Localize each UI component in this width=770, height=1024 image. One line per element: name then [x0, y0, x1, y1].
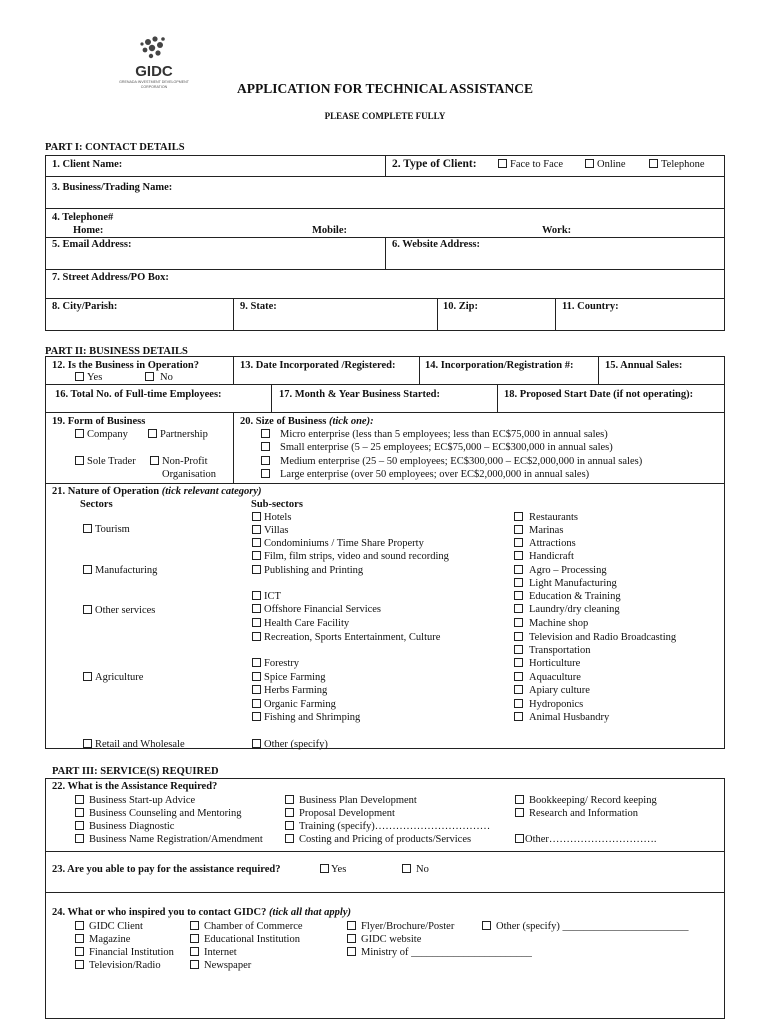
assistance-option[interactable]: Business Name Registration/Amendment — [75, 833, 263, 846]
assistance-option-other[interactable]: Other…………………………. — [515, 833, 657, 846]
checkbox[interactable] — [320, 864, 329, 873]
zip-label: 10. Zip: — [443, 301, 479, 312]
website-label: 6. Website Address: — [392, 239, 480, 250]
checkbox[interactable] — [285, 821, 294, 830]
subsector-item[interactable]: Television and Radio Broadcasting — [514, 631, 676, 644]
source-option[interactable]: Magazine — [75, 933, 130, 946]
checkbox[interactable] — [75, 834, 84, 843]
client-name-field[interactable] — [140, 157, 380, 173]
checkbox[interactable] — [252, 512, 261, 521]
assistance-option[interactable]: Costing and Pricing of products/Services — [285, 833, 471, 846]
subsector-item[interactable]: Offshore Financial Services — [252, 603, 381, 616]
checkbox[interactable] — [515, 834, 524, 843]
subsector-item[interactable]: Restaurants — [514, 511, 578, 524]
checkbox[interactable] — [75, 372, 84, 381]
q14-label: 14. Incorporation/Registration #: — [425, 360, 574, 371]
checkbox[interactable] — [252, 525, 261, 534]
part1-heading: PART I: CONTACT DETAILS — [45, 142, 185, 153]
q22-label: 22. What is the Assistance Required? — [52, 781, 218, 792]
checkbox[interactable] — [514, 685, 523, 694]
assistance-option[interactable]: Business Start-up Advice — [75, 794, 195, 807]
assistance-option[interactable]: Proposal Development — [285, 807, 395, 820]
checkbox[interactable] — [285, 808, 294, 817]
checkbox[interactable] — [75, 960, 84, 969]
q19-label: 19. Form of Business — [52, 416, 146, 427]
subsector-item[interactable]: Film, film strips, video and sound recording — [252, 550, 449, 563]
source-option[interactable]: GIDC Client — [75, 920, 143, 933]
size-micro[interactable]: Micro enterprise (less than 5 employees; less than EC$75,000 in annual sales) — [261, 428, 608, 441]
q23-no[interactable]: No — [402, 863, 429, 876]
form-non-profit[interactable]: Non-Profit — [150, 455, 208, 468]
checkbox[interactable] — [252, 658, 261, 667]
checkbox[interactable] — [252, 739, 261, 748]
assistance-option[interactable]: Business Plan Development — [285, 794, 417, 807]
checkbox[interactable] — [252, 565, 261, 574]
subsector-item[interactable]: Villas — [252, 524, 288, 537]
form-sole-trader[interactable]: Sole Trader — [75, 455, 136, 468]
source-option[interactable]: Flyer/Brochure/Poster — [347, 920, 454, 933]
checkbox[interactable] — [75, 795, 84, 804]
assistance-option[interactable]: Business Diagnostic — [75, 820, 174, 833]
subsector-item[interactable]: Organic Farming — [252, 698, 336, 711]
checkbox[interactable] — [83, 672, 92, 681]
checkbox[interactable] — [514, 578, 523, 587]
checkbox[interactable] — [498, 159, 507, 168]
q12-no[interactable]: No — [145, 371, 173, 384]
q17-label: 17. Month & Year Business Started: — [279, 389, 441, 400]
checkbox[interactable] — [514, 658, 523, 667]
size-large[interactable]: Large enterprise (over 50 employees; over EC$2,000,000 in annual sales) — [261, 468, 589, 481]
subsector-item[interactable]: Handicraft — [514, 550, 574, 563]
checkbox[interactable] — [514, 591, 523, 600]
subsector-item[interactable]: Education & Training — [514, 590, 621, 603]
checkbox[interactable] — [285, 834, 294, 843]
checkbox[interactable] — [261, 456, 270, 465]
subsector-item[interactable]: ICT — [252, 590, 281, 603]
checkbox[interactable] — [252, 538, 261, 547]
checkbox[interactable] — [347, 934, 356, 943]
checkbox[interactable] — [190, 947, 199, 956]
form-non-profit-org: Organisation — [162, 469, 217, 480]
form-partnership[interactable]: Partnership — [148, 428, 208, 441]
assistance-option[interactable]: Bookkeeping/ Record keeping — [515, 794, 657, 807]
checkbox[interactable] — [190, 934, 199, 943]
q18-label: 18. Proposed Start Date (if not operating): — [504, 389, 694, 400]
checkbox[interactable] — [261, 429, 270, 438]
q12-yes[interactable]: Yes — [75, 371, 102, 384]
checkbox[interactable] — [514, 604, 523, 613]
client-type-telephone[interactable]: Telephone — [649, 158, 705, 171]
size-small[interactable]: Small enterprise (5 – 25 employees; EC$75,000 – EC$300,000 in annual sales) — [261, 441, 613, 454]
subsector-item[interactable]: Animal Husbandry — [514, 711, 609, 724]
subsector-item[interactable]: Publishing and Printing — [252, 564, 363, 577]
q23-label: 23. Are you able to pay for the assistance required? — [52, 864, 281, 875]
source-option-other[interactable]: Other (specify) ________________________ — [482, 920, 688, 933]
subsector-other-specify[interactable]: Other (specify) — [252, 738, 328, 751]
part3-heading: PART III: SERVICE(S) REQUIRED — [52, 766, 219, 777]
telephone-label: 4. Telephone# — [52, 212, 114, 223]
sector-agriculture[interactable]: Agriculture — [83, 671, 143, 684]
checkbox[interactable] — [347, 921, 356, 930]
subsector-item[interactable]: Hydroponics — [514, 698, 583, 711]
subsector-item[interactable]: Laundry/dry cleaning — [514, 603, 620, 616]
checkbox[interactable] — [514, 672, 523, 681]
subsector-item[interactable]: Light Manufacturing — [514, 577, 617, 590]
city-label: 8. City/Parish: — [52, 301, 118, 312]
checkbox[interactable] — [252, 618, 261, 627]
source-option[interactable]: GIDC website — [347, 933, 421, 946]
checkbox[interactable] — [514, 618, 523, 627]
page-subtitle: PLEASE COMPLETE FULLY — [324, 111, 446, 121]
checkbox[interactable] — [585, 159, 594, 168]
checkbox[interactable] — [190, 960, 199, 969]
logo-subtext: GRENADA INVESTMENT DEVELOPMENT CORPORATION — [119, 80, 189, 89]
checkbox[interactable] — [75, 808, 84, 817]
q21-label: 21. Nature of Operation (tick relevant category) — [52, 486, 262, 497]
checkbox[interactable] — [514, 525, 523, 534]
checkbox[interactable] — [285, 795, 294, 804]
checkbox[interactable] — [514, 632, 523, 641]
source-option[interactable]: Newspaper — [190, 959, 251, 972]
assistance-option[interactable]: Business Counseling and Mentoring — [75, 807, 242, 820]
checkbox[interactable] — [252, 591, 261, 600]
subsector-item[interactable]: Herbs Farming — [252, 684, 327, 697]
source-option[interactable]: Chamber of Commerce — [190, 920, 303, 933]
business-name-label: 3. Business/Trading Name: — [52, 182, 173, 193]
checkbox[interactable] — [75, 429, 84, 438]
assistance-option[interactable]: Research and Information — [515, 807, 638, 820]
checkbox[interactable] — [514, 538, 523, 547]
source-option[interactable]: Financial Institution — [75, 946, 174, 959]
subsector-item[interactable]: Spice Farming — [252, 671, 326, 684]
logo-text: GIDC — [135, 63, 173, 80]
client-type-face-to-face[interactable]: Face to Face — [498, 158, 563, 171]
part2-heading: PART II: BUSINESS DETAILS — [45, 346, 188, 357]
size-medium[interactable]: Medium enterprise (25 – 50 employees; EC$300,000 – EC$2,000,000 in annual sales) — [261, 455, 642, 468]
logo-emblem-icon — [118, 34, 190, 64]
checkbox[interactable] — [252, 551, 261, 560]
checkbox[interactable] — [514, 512, 523, 521]
checkbox[interactable] — [83, 565, 92, 574]
checkbox[interactable] — [252, 672, 261, 681]
checkbox[interactable] — [150, 456, 159, 465]
checkbox[interactable] — [75, 921, 84, 930]
checkbox[interactable] — [75, 456, 84, 465]
checkbox[interactable] — [261, 442, 270, 451]
email-label: 5. Email Address: — [52, 239, 132, 250]
state-label: 9. State: — [240, 301, 277, 312]
type-of-client-label: 2. Type of Client: — [392, 158, 477, 170]
checkbox[interactable] — [514, 699, 523, 708]
subsector-item[interactable]: Forestry — [252, 657, 299, 670]
subsectors-label: Sub-sectors — [251, 499, 303, 510]
subsector-item[interactable]: Agro – Processing — [514, 564, 607, 577]
checkbox[interactable] — [261, 469, 270, 478]
source-option[interactable]: Television/Radio — [75, 959, 161, 972]
checkbox[interactable] — [252, 685, 261, 694]
sector-manufacturing[interactable]: Manufacturing — [83, 564, 157, 577]
checkbox[interactable] — [252, 632, 261, 641]
q20-label: 20. Size of Business (tick one): — [240, 416, 374, 427]
sector-other-services[interactable]: Other services — [83, 604, 155, 617]
sector-retail-wholesale[interactable]: Retail and Wholesale — [83, 738, 185, 751]
subsector-item[interactable]: Condominiums / Time Share Property — [252, 537, 424, 550]
subsector-item[interactable]: Machine shop — [514, 617, 588, 630]
sectors-label: Sectors — [80, 499, 113, 510]
checkbox[interactable] — [75, 947, 84, 956]
q24-label: 24. What or who inspired you to contact GIDC? (tick all that apply) — [52, 907, 351, 918]
subsector-item[interactable]: Recreation, Sports Entertainment, Culture — [252, 631, 440, 644]
checkbox[interactable] — [514, 565, 523, 574]
checkbox[interactable] — [515, 795, 524, 804]
checkbox[interactable] — [190, 921, 199, 930]
country-label: 11. Country: — [562, 301, 619, 312]
checkbox[interactable] — [252, 712, 261, 721]
checkbox[interactable] — [83, 739, 92, 748]
checkbox[interactable] — [75, 934, 84, 943]
checkbox[interactable] — [148, 429, 157, 438]
subsector-item[interactable]: Marinas — [514, 524, 563, 537]
client-name-label: 1. Client Name: — [52, 159, 123, 170]
home-label: Home: — [73, 225, 104, 236]
page-title: APPLICATION FOR TECHNICAL ASSISTANCE — [237, 81, 533, 96]
checkbox[interactable] — [347, 947, 356, 956]
checkbox[interactable] — [83, 524, 92, 533]
subsector-item[interactable]: Health Care Facility — [252, 617, 349, 630]
street-label: 7. Street Address/PO Box: — [52, 272, 169, 283]
source-option[interactable]: Internet — [190, 946, 237, 959]
q23-yes[interactable]: Yes — [320, 863, 346, 876]
assistance-option[interactable]: Training (specify)…………………………… — [285, 820, 490, 833]
q12-label: 12. Is the Business in Operation? — [52, 360, 200, 371]
subsector-item[interactable]: Aquaculture — [514, 671, 581, 684]
checkbox[interactable] — [514, 712, 523, 721]
checkbox[interactable] — [515, 808, 524, 817]
sector-tourism[interactable]: Tourism — [83, 523, 130, 536]
checkbox[interactable] — [649, 159, 658, 168]
source-option-ministry[interactable]: Ministry of _______________________ — [347, 946, 532, 959]
checkbox[interactable] — [252, 699, 261, 708]
q13-label: 13. Date Incorporated /Registered: — [240, 360, 396, 371]
subsector-item[interactable]: Fishing and Shrimping — [252, 711, 360, 724]
checkbox[interactable] — [252, 604, 261, 613]
q15-label: 15. Annual Sales: — [605, 360, 683, 371]
client-type-online[interactable]: Online — [585, 158, 626, 171]
source-option[interactable]: Educational Institution — [190, 933, 300, 946]
checkbox[interactable] — [514, 551, 523, 560]
subsector-item[interactable]: Horticulture — [514, 657, 580, 670]
checkbox[interactable] — [75, 821, 84, 830]
checkbox[interactable] — [514, 645, 523, 654]
mobile-label: Mobile: — [312, 225, 347, 236]
checkbox[interactable] — [482, 921, 491, 930]
subsector-item[interactable]: Apiary culture — [514, 684, 590, 697]
subsector-item[interactable]: Attractions — [514, 537, 576, 550]
checkbox[interactable] — [402, 864, 411, 873]
q16-label: 16. Total No. of Full-time Employees: — [55, 389, 222, 400]
subsector-item[interactable]: Transportation — [514, 644, 590, 657]
work-label: Work: — [542, 225, 572, 236]
checkbox[interactable] — [145, 372, 154, 381]
subsector-item[interactable]: Hotels — [252, 511, 291, 524]
checkbox[interactable] — [83, 605, 92, 614]
form-company[interactable]: Company — [75, 428, 128, 441]
